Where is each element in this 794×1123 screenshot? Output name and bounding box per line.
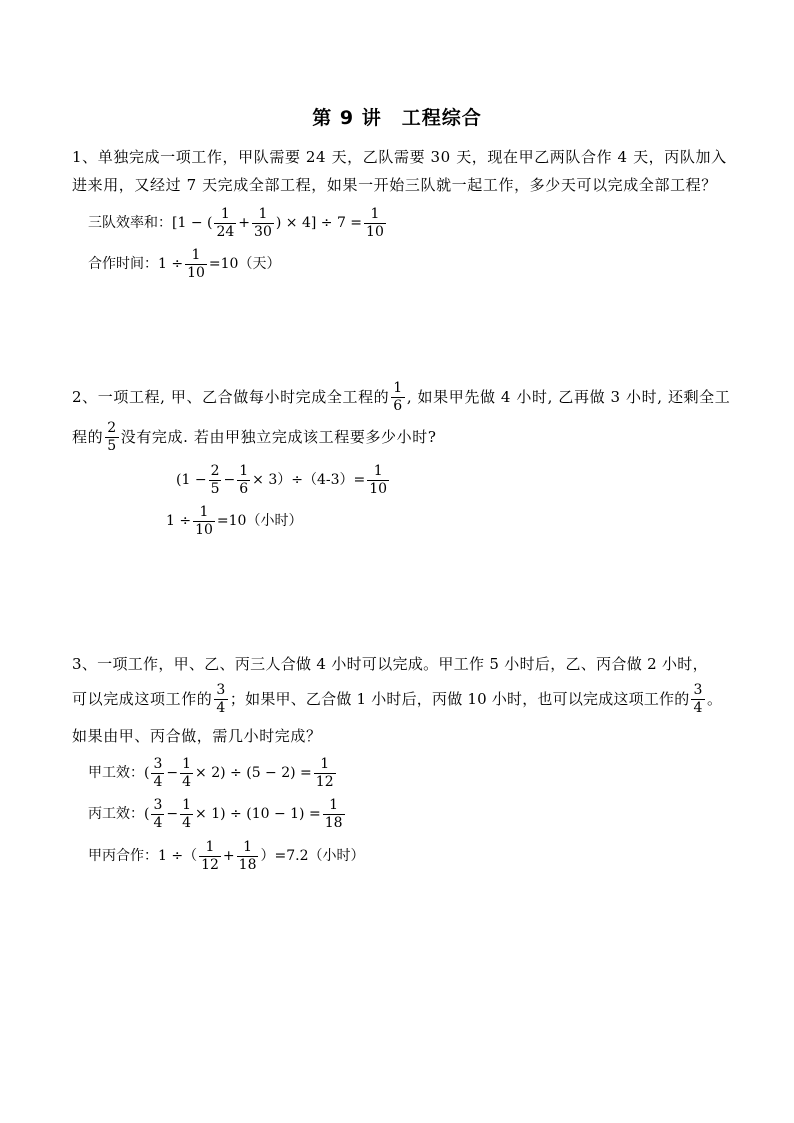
problem-3-solution-1 [88, 753, 338, 793]
problem-text: ；如果甲、乙合做 1 小时后，丙做 10 小时，也可以完成这项工作的 [229, 690, 690, 708]
problem-1-solution-2 [88, 244, 280, 284]
denominator: 6 [393, 397, 403, 414]
fraction [391, 380, 405, 415]
problem-2-line-1 [72, 377, 730, 417]
denominator: 4 [182, 814, 192, 831]
fraction [199, 839, 221, 874]
expr-text: 1 ÷ [166, 513, 192, 529]
numerator: 1 [320, 755, 330, 772]
numerator: 1 [220, 205, 230, 222]
fraction [323, 797, 345, 832]
numerator: 3 [693, 681, 703, 698]
denominator: 10 [195, 521, 213, 538]
denominator: 18 [238, 856, 257, 873]
problem-text: 可以完成这项工作的 [72, 690, 213, 708]
denominator: 5 [210, 480, 220, 497]
expr-text: − [166, 806, 179, 822]
problem-text: 程的 [72, 428, 104, 446]
solution-label: 三队效率和： [88, 215, 172, 231]
fraction [252, 206, 274, 241]
expr-text: ）=7.2（小时） [260, 848, 365, 864]
problem-1-line-1: 1、单独完成一项工作，甲队需要 24 天，乙队需要 30 天，现在甲乙两队合作 4 天，丙队加入 [72, 148, 727, 166]
numerator: 1 [191, 246, 201, 263]
numerator: 1 [239, 462, 249, 479]
numerator: 1 [370, 205, 380, 222]
fraction [367, 463, 389, 498]
problem-2-line-2 [72, 417, 437, 457]
problem-1-solution-1 [88, 203, 388, 243]
solution-label: 丙工效：( [88, 806, 150, 822]
numerator: 1 [199, 503, 209, 520]
problem-text: 。 [706, 690, 723, 708]
expr-text: × 1) ÷ (10 − 1) = [195, 806, 321, 822]
fraction [214, 206, 236, 241]
numerator: 1 [205, 838, 215, 855]
denominator: 10 [366, 223, 384, 240]
expr-text: − [223, 472, 236, 488]
fraction [237, 839, 259, 874]
denominator: 10 [187, 264, 205, 281]
numerator: 3 [216, 681, 226, 698]
problem-text: 2、一项工程, 甲、乙合做每小时完成全工程的 [72, 388, 390, 406]
fraction [151, 797, 164, 832]
fraction [214, 682, 228, 717]
expr-text: + [222, 848, 235, 864]
solution-label: 甲工效：( [88, 765, 150, 781]
solution-label: 甲丙合作：1 ÷（ [88, 848, 198, 864]
numerator: 2 [107, 419, 117, 436]
problem-3-solution-3 [88, 836, 364, 876]
denominator: 12 [315, 773, 334, 790]
page-title: 第 9 讲 工程综合 [312, 107, 482, 129]
expr-text: =10（天） [208, 256, 281, 272]
expr-text: + [238, 215, 251, 231]
expr-text: ) × 4] ÷ 7 = [275, 215, 363, 231]
numerator: 1 [243, 838, 253, 855]
denominator: 6 [239, 480, 249, 497]
fraction [314, 756, 336, 791]
problem-1-line-2: 进来用，又经过 7 天完成全部工程，如果一开始三队就一起工作，多少天可以完成全部工程？ [72, 176, 717, 194]
fraction [180, 756, 193, 791]
expr-text: (1 − [176, 472, 207, 488]
denominator: 5 [107, 437, 117, 454]
denominator: 4 [216, 699, 226, 716]
denominator: 4 [693, 699, 703, 716]
expr-text: − [166, 765, 179, 781]
problem-2-solution-2 [166, 501, 302, 541]
problem-3-solution-2 [88, 794, 347, 834]
fraction [691, 682, 705, 717]
problem-2-solution-1 [176, 460, 391, 500]
problem-3-line-1: 3、一项工作，甲、乙、丙三人合做 4 小时可以完成。甲工作 5 小时后，乙、丙合做 2 小时， [72, 655, 708, 673]
denominator: 12 [201, 856, 219, 873]
solution-label: 合作时间：1 ÷ [88, 256, 184, 272]
expr-text: =10（小时） [216, 513, 303, 529]
numerator: 1 [182, 755, 192, 772]
numerator: 2 [210, 462, 220, 479]
numerator: 1 [329, 796, 339, 813]
denominator: 30 [254, 223, 272, 240]
denominator: 24 [216, 223, 235, 240]
fraction [364, 206, 386, 241]
problem-3-line-2 [72, 679, 723, 719]
fraction [151, 756, 164, 791]
problem-text: , 如果甲先做 4 小时, 乙再做 3 小时, 还剩全工 [406, 388, 731, 406]
denominator: 4 [153, 773, 163, 790]
fraction [180, 797, 193, 832]
denominator: 18 [324, 814, 343, 831]
fraction [209, 463, 222, 498]
denominator: 4 [153, 814, 163, 831]
numerator: 1 [258, 205, 268, 222]
numerator: 1 [393, 379, 403, 396]
denominator: 4 [182, 773, 192, 790]
expr-text: × 2) ÷ (5 − 2) = [195, 765, 312, 781]
expr-text: [1 − ( [172, 215, 213, 231]
numerator: 3 [153, 796, 163, 813]
expr-text: × 3）÷（4-3）= [252, 472, 366, 488]
problem-text: 没有完成. 若由甲独立完成该工程要多少小时? [120, 428, 437, 446]
fraction [105, 420, 119, 455]
denominator: 10 [369, 480, 388, 497]
numerator: 1 [373, 462, 383, 479]
problem-3-line-3: 如果由甲、丙合做，需几小时完成？ [72, 727, 322, 745]
fraction [185, 247, 207, 282]
fraction [193, 504, 215, 539]
numerator: 1 [182, 796, 192, 813]
numerator: 3 [153, 755, 163, 772]
fraction [237, 463, 250, 498]
